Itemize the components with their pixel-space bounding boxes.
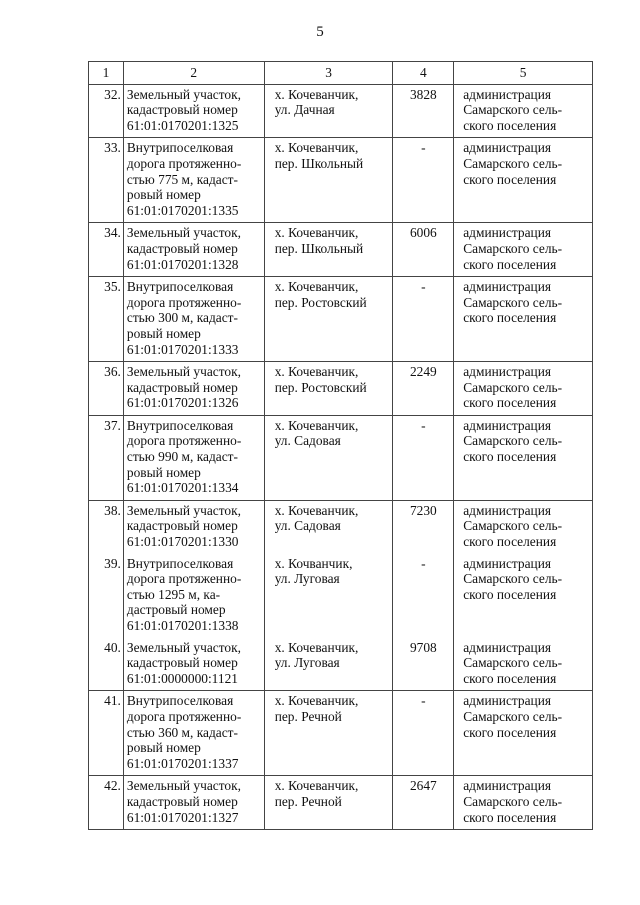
cell-line: 61:01:0170201:1334: [126, 480, 239, 496]
owner-cell: [454, 776, 593, 830]
cell-line: кадастровый номер: [126, 240, 238, 256]
area-cell: 6006: [393, 223, 454, 277]
owner-cell: [454, 554, 593, 638]
cell-line: Самарского сель-: [463, 793, 563, 809]
cell-line: пер. Школьный: [274, 155, 364, 171]
cell-line: дастровый номер: [126, 602, 226, 618]
owner-cell: [454, 415, 593, 500]
cell-line: ул. Луговая: [274, 571, 340, 587]
description-cell: [123, 691, 264, 776]
cell-line: дорога протяженно-: [126, 294, 242, 310]
area-cell: 3828: [393, 84, 454, 138]
cell-line: администрация: [463, 778, 552, 794]
cell-line: ского поселения: [463, 117, 557, 133]
cell-line: дорога протяженно-: [126, 155, 242, 171]
cell-line: ского поселения: [463, 395, 557, 411]
table-row: [89, 84, 593, 138]
table-row: [89, 223, 593, 277]
location-cell: [264, 554, 393, 638]
cell-line: ского поселения: [463, 310, 557, 326]
cell-line: ского поселения: [463, 670, 557, 686]
cell-line: администрация: [463, 140, 552, 156]
area-cell: 7230: [393, 500, 454, 553]
cell-line: ровый номер: [126, 740, 201, 756]
cell-line: Самарского сель-: [463, 655, 563, 671]
description-cell: [123, 500, 264, 553]
owner-cell: [454, 638, 593, 691]
cell-line: пер. Школьный: [274, 240, 364, 256]
cell-line: Самарского сель-: [463, 518, 563, 534]
cell-line: 61:01:0170201:1338: [126, 618, 239, 633]
cell-line: дорога протяженно-: [126, 433, 242, 449]
table-header-row: [89, 62, 593, 85]
page-number: 5: [316, 24, 324, 40]
table-row: [89, 362, 593, 416]
cell-line: Земельный участок,: [126, 778, 241, 794]
cell-line: администрация: [463, 364, 552, 380]
description-cell: [123, 362, 264, 416]
cell-line: 61:01:0000000:1121: [126, 670, 238, 686]
area-cell: 9708: [393, 638, 454, 691]
cell-line: администрация: [463, 86, 552, 102]
owner-cell: [454, 138, 593, 223]
table-row: [89, 554, 593, 638]
cell-line: администрация: [463, 693, 552, 709]
table-row: [89, 415, 593, 500]
cell-line: Самарского сель-: [463, 708, 563, 724]
column-header: 2: [123, 62, 264, 85]
table-row: [89, 691, 593, 776]
row-number-cell: 38.: [89, 500, 124, 553]
owner-cell: [454, 223, 593, 277]
cell-line: ского поселения: [463, 724, 557, 740]
cell-line: стью 990 м, кадаст-: [126, 449, 238, 465]
cell-line: х. Кочванчик,: [274, 555, 353, 571]
cell-line: 61:01:0170201:1333: [126, 341, 239, 357]
row-number-cell: 35.: [89, 277, 124, 362]
table-row: [89, 138, 593, 223]
cell-line: пер. Ростовский: [274, 379, 367, 395]
cell-line: администрация: [463, 639, 552, 655]
cell-line: ского поселения: [463, 809, 557, 825]
cell-line: стью 775 м, кадаст-: [126, 171, 238, 187]
cell-line: х. Кочеванчик,: [274, 86, 359, 102]
cell-line: х. Кочеванчик,: [274, 502, 359, 518]
column-header: 4: [393, 62, 454, 85]
cell-line: ул. Дачная: [274, 102, 335, 118]
column-header: 5: [454, 62, 593, 85]
cell-line: Внутрипоселковая: [126, 555, 234, 571]
cell-line: ул. Садовая: [274, 433, 341, 449]
owner-cell: [454, 84, 593, 138]
cell-line: Самарского сель-: [463, 102, 563, 118]
cell-line: ского поселения: [463, 534, 557, 550]
cell-line: стью 1295 м, ка-: [126, 586, 221, 602]
cell-line: х. Кочеванчик,: [274, 417, 359, 433]
area-cell: 2647: [393, 776, 454, 830]
owner-cell: [454, 362, 593, 416]
owner-cell: [454, 691, 593, 776]
cell-line: стью 360 м, кадаст-: [126, 724, 238, 740]
table-row: [89, 500, 593, 553]
location-cell: [264, 500, 393, 553]
cell-line: 61:01:0170201:1337: [126, 755, 239, 771]
cell-line: х. Кочеванчик,: [274, 778, 359, 794]
row-number-cell: 39.: [89, 554, 124, 638]
cell-line: Самарского сель-: [463, 433, 563, 449]
cell-line: ского поселения: [463, 256, 557, 272]
cell-line: пер. Речной: [274, 708, 342, 724]
cell-line: Земельный участок,: [126, 502, 241, 518]
table-row: [89, 638, 593, 691]
cell-line: х. Кочеванчик,: [274, 279, 359, 295]
location-cell: [264, 638, 393, 691]
owner-cell: [454, 277, 593, 362]
cell-line: Земельный участок,: [126, 225, 241, 241]
cell-line: кадастровый номер: [126, 793, 238, 809]
cell-line: администрация: [463, 417, 552, 433]
column-header: 3: [264, 62, 393, 85]
cell-line: х. Кочеванчик,: [274, 140, 359, 156]
cell-line: 61:01:0170201:1326: [126, 395, 239, 411]
row-number-cell: 33.: [89, 138, 124, 223]
table-row: [89, 277, 593, 362]
location-cell: [264, 415, 393, 500]
owner-cell: [454, 500, 593, 553]
cell-line: Самарского сель-: [463, 571, 563, 587]
table-row: [89, 776, 593, 830]
cell-line: кадастровый номер: [126, 655, 238, 671]
location-cell: [264, 223, 393, 277]
description-cell: [123, 84, 264, 138]
row-number-cell: 34.: [89, 223, 124, 277]
row-number-cell: 42.: [89, 776, 124, 830]
description-cell: [123, 277, 264, 362]
area-cell: 2249: [393, 362, 454, 416]
cell-line: дорога протяженно-: [126, 708, 242, 724]
area-cell: -: [393, 691, 454, 776]
cell-line: Самарского сель-: [463, 379, 563, 395]
cell-line: пер. Речной: [274, 793, 342, 809]
cell-line: Земельный участок,: [126, 86, 241, 102]
cell-line: 61:01:0170201:1330: [126, 534, 239, 550]
cell-line: Внутрипоселковая: [126, 693, 234, 709]
location-cell: [264, 691, 393, 776]
row-number-cell: 32.: [89, 84, 124, 138]
cell-line: Самарского сель-: [463, 294, 563, 310]
area-cell: -: [393, 415, 454, 500]
area-cell: -: [393, 277, 454, 362]
cell-line: кадастровый номер: [126, 518, 238, 534]
location-cell: [264, 776, 393, 830]
cell-line: стью 300 м, кадаст-: [126, 310, 238, 326]
cell-line: ровый номер: [126, 325, 201, 341]
cell-line: х. Кочеванчик,: [274, 639, 359, 655]
description-cell: [123, 776, 264, 830]
cell-line: кадастровый номер: [126, 102, 238, 118]
description-cell: [123, 138, 264, 223]
cell-line: Внутрипоселковая: [126, 140, 234, 156]
description-cell: [123, 415, 264, 500]
cell-line: ровый номер: [126, 187, 201, 203]
cell-line: Земельный участок,: [126, 639, 241, 655]
cell-line: ул. Луговая: [274, 655, 340, 671]
cell-line: 61:01:0170201:1325: [126, 117, 239, 133]
location-cell: [264, 84, 393, 138]
cell-line: 61:01:0170201:1328: [126, 256, 239, 272]
cell-line: ского поселения: [463, 171, 557, 187]
cell-line: ского поселения: [463, 449, 557, 465]
cell-line: Самарского сель-: [463, 155, 563, 171]
description-cell: [123, 554, 264, 638]
row-number-cell: 41.: [89, 691, 124, 776]
cell-line: администрация: [463, 555, 552, 571]
location-cell: [264, 277, 393, 362]
cell-line: дорога протяженно-: [126, 571, 242, 587]
cell-line: ского поселения: [463, 586, 557, 602]
cell-line: Земельный участок,: [126, 364, 241, 380]
property-table: [88, 61, 593, 830]
row-number-cell: 40.: [89, 638, 124, 691]
cell-line: ровый номер: [126, 464, 201, 480]
cell-line: ул. Садовая: [274, 518, 341, 534]
cell-line: кадастровый номер: [126, 379, 238, 395]
location-cell: [264, 138, 393, 223]
cell-line: х. Кочеванчик,: [274, 693, 359, 709]
cell-line: администрация: [463, 502, 552, 518]
cell-line: 61:01:0170201:1327: [126, 809, 239, 825]
row-number-cell: 36.: [89, 362, 124, 416]
area-cell: -: [393, 138, 454, 223]
description-cell: [123, 638, 264, 691]
location-cell: [264, 362, 393, 416]
cell-line: администрация: [463, 225, 552, 241]
cell-line: х. Кочеванчик,: [274, 225, 359, 241]
area-cell: -: [393, 554, 454, 638]
cell-line: 61:01:0170201:1335: [126, 202, 239, 218]
cell-line: Внутрипоселковая: [126, 417, 234, 433]
cell-line: пер. Ростовский: [274, 294, 367, 310]
description-cell: [123, 223, 264, 277]
cell-line: Внутрипоселковая: [126, 279, 234, 295]
cell-line: Самарского сель-: [463, 240, 563, 256]
row-number-cell: 37.: [89, 415, 124, 500]
cell-line: х. Кочеванчик,: [274, 364, 359, 380]
column-header: 1: [89, 62, 124, 85]
cell-line: администрация: [463, 279, 552, 295]
